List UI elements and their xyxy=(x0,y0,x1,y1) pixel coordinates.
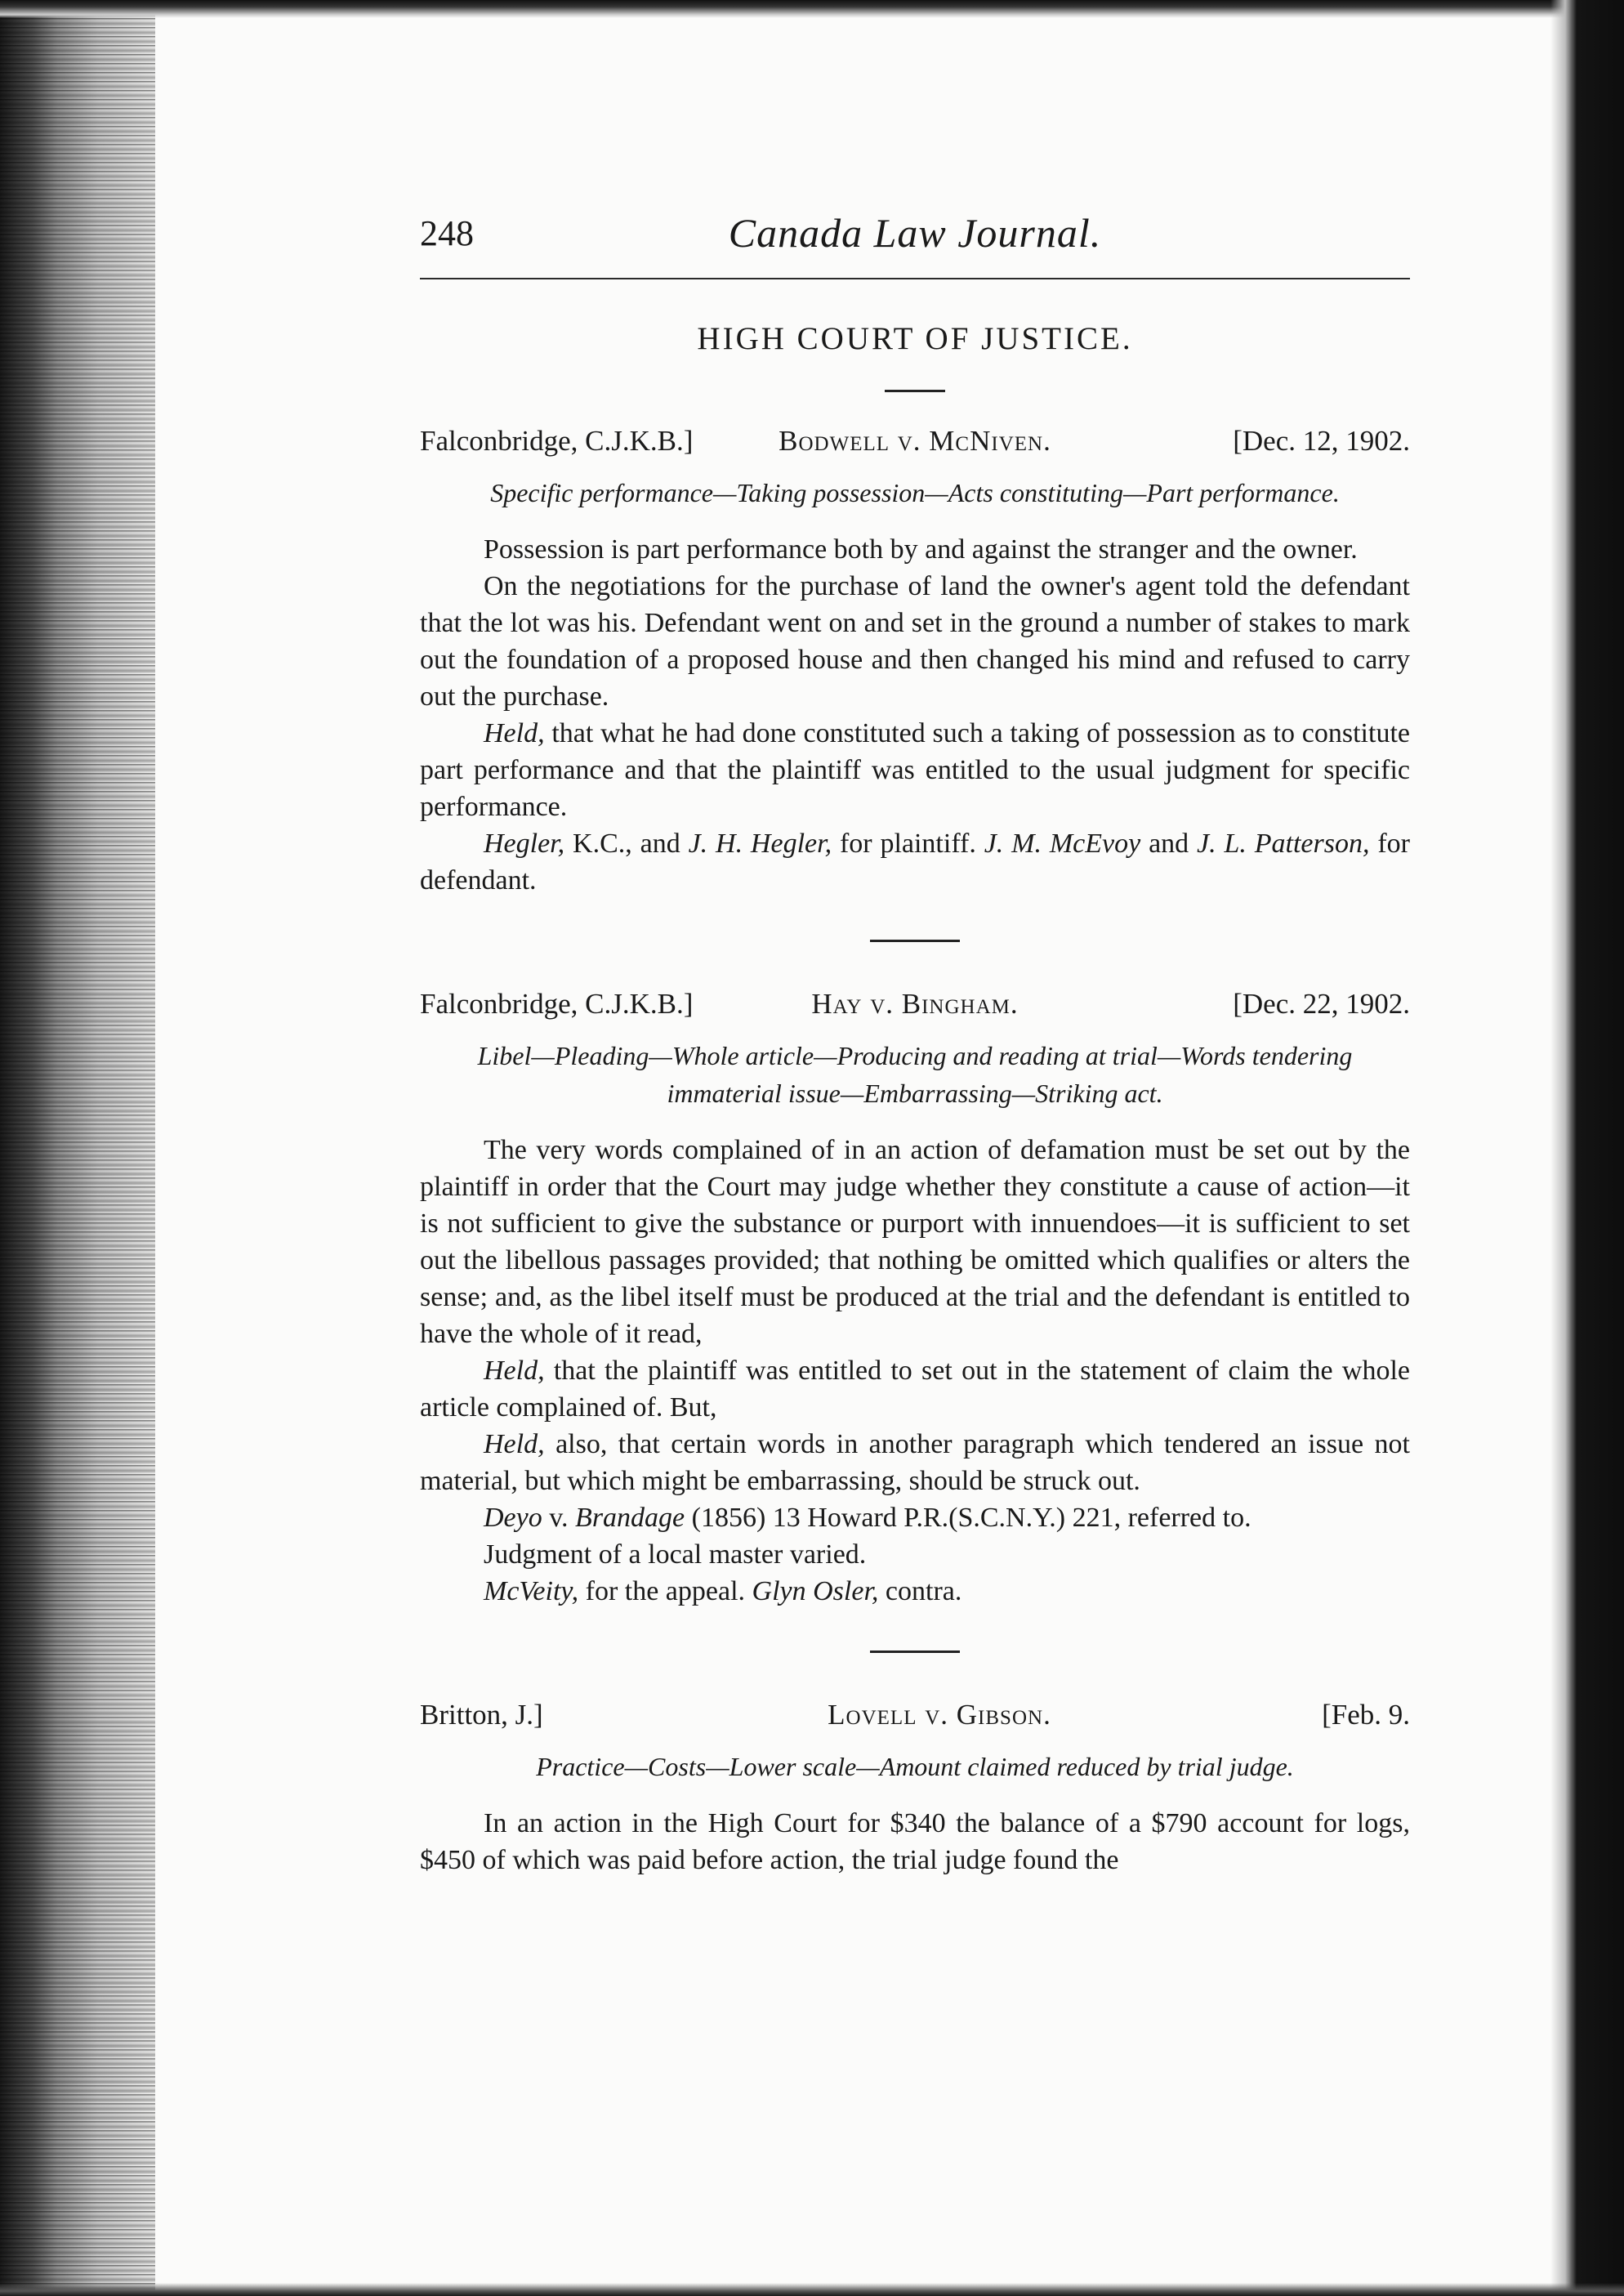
scan-bottom-edge xyxy=(0,2283,1624,2296)
counsel-name: J. M. McEvoy xyxy=(984,829,1141,859)
held-label: Held, xyxy=(484,1356,545,1386)
held-paragraph xyxy=(420,1352,1410,1426)
counsel-text: contra. xyxy=(878,1576,962,1606)
section-title: HIGH COURT OF JUSTICE. xyxy=(697,321,1133,356)
citation-name: Brandage xyxy=(575,1503,685,1533)
case-heading xyxy=(420,425,1410,462)
case-paragraph: In an action in the High Court for $340 the balance of a $790 account for logs, $450 of which was paid before action, the trial judge found the xyxy=(420,1808,1410,1875)
case-paragraph: Possession is part performance both by and against the stranger and the owner. xyxy=(484,534,1358,565)
page-number: 248 xyxy=(420,213,474,253)
held-paragraph xyxy=(420,715,1410,825)
counsel-name: J. H. Hegler, xyxy=(688,829,832,859)
citation-text: v. xyxy=(542,1503,576,1533)
counsel-text: and xyxy=(1140,829,1198,859)
case-body xyxy=(420,1805,1410,1878)
held-text: that what he had done constituted such a taking of possession as to constitute part performance and that the plaintiff was entitled to the usual judgment for specific performance. xyxy=(420,718,1410,822)
counsel-name: Hegler, xyxy=(484,829,565,859)
judgment-paragraph: Judgment of a local master varied. xyxy=(484,1539,867,1570)
citation-name: Deyo xyxy=(484,1503,542,1533)
journal-title: Canada Law Journal. xyxy=(728,210,1102,256)
counsel-text: for defendant. xyxy=(420,829,1410,896)
journal-page xyxy=(420,204,1410,1878)
case-headnote: Libel—Pleading—Whole article—Producing and reading at trial—Words tendering immaterial issue—Embarrassing—Striking act. xyxy=(477,1041,1353,1108)
counsel-text: for plaintiff. xyxy=(832,829,984,859)
held-label: Held, xyxy=(484,718,545,748)
counsel-paragraph xyxy=(420,825,1410,899)
case-date: [Dec. 12, 1902. xyxy=(1233,425,1410,457)
section-divider xyxy=(885,390,945,392)
case-divider xyxy=(870,1651,960,1653)
case-body xyxy=(420,1132,1410,1610)
held-label: Held, xyxy=(484,1429,545,1459)
scan-right-edge xyxy=(1550,0,1624,2296)
counsel-name: Glyn Osler, xyxy=(752,1576,879,1606)
case-paragraph: On the negotiations for the purchase of land the owner's agent told the defendant that the lot was his. Defendant went on and set in the ground a number of stakes to mark out the foundation of a proposed house and then changed his mind and refused to carry out the purchase. xyxy=(420,571,1410,712)
case-heading xyxy=(420,1699,1410,1736)
case-parties: Bodwell v. McNiven. xyxy=(779,425,1051,457)
case-paragraph: The very words complained of in an action of defamation must be set out by the plaintiff in order that the Court may judge whether they constitute a cause of action—it is not sufficient to give the substance or purport with innuendoes—it is sufficient to set out the libellous passages provided; that nothing be omitted which qualifies or alters the sense; and, as the libel itself must be produced at the trial and the defendant is entitled to have the whole of it read, xyxy=(420,1135,1410,1349)
held-text: also, that certain words in another paragraph which tendered an issue not material, but which might be embarrassing, should be struck out. xyxy=(420,1429,1410,1496)
counsel-text: K.C., and xyxy=(564,829,689,859)
scan-left-edge xyxy=(0,0,155,2296)
scan-top-edge xyxy=(0,0,1624,18)
held-text: that the plaintiff was entitled to set out in the statement of claim the whole article complained of. But, xyxy=(420,1356,1410,1423)
counsel-text: for the appeal. xyxy=(578,1576,752,1606)
case-date: [Dec. 22, 1902. xyxy=(1233,988,1410,1020)
header-rule xyxy=(420,278,1410,279)
case-hay-v-bingham xyxy=(420,988,1410,1610)
case-heading xyxy=(420,988,1410,1025)
citation-text: (1856) 13 Howard P.R.(S.C.N.Y.) 221, referred to. xyxy=(685,1503,1251,1533)
counsel-paragraph xyxy=(420,1573,1410,1610)
held-paragraph xyxy=(420,1426,1410,1499)
case-headnote: Practice—Costs—Lower scale—Amount claimed reduced by trial judge. xyxy=(536,1752,1294,1781)
case-judge: Falconbridge, C.J.K.B.] xyxy=(420,425,694,457)
case-lovell-v-gibson xyxy=(420,1699,1410,1878)
case-date: [Feb. 9. xyxy=(1322,1699,1410,1731)
case-judge: Falconbridge, C.J.K.B.] xyxy=(420,988,694,1020)
running-head xyxy=(420,204,1410,270)
case-parties: Lovell v. Gibson. xyxy=(828,1699,1051,1731)
case-body xyxy=(420,531,1410,899)
case-headnote: Specific performance—Taking possession—Acts constituting—Part performance. xyxy=(490,478,1340,507)
citation-paragraph xyxy=(420,1499,1410,1536)
counsel-name: J. L. Patterson, xyxy=(1197,829,1370,859)
case-divider xyxy=(870,940,960,942)
case-parties: Hay v. Bingham. xyxy=(811,988,1019,1020)
case-bodwell-v-mcniven xyxy=(420,425,1410,899)
case-judge: Britton, J.] xyxy=(420,1699,543,1731)
counsel-name: McVeity, xyxy=(484,1576,579,1606)
